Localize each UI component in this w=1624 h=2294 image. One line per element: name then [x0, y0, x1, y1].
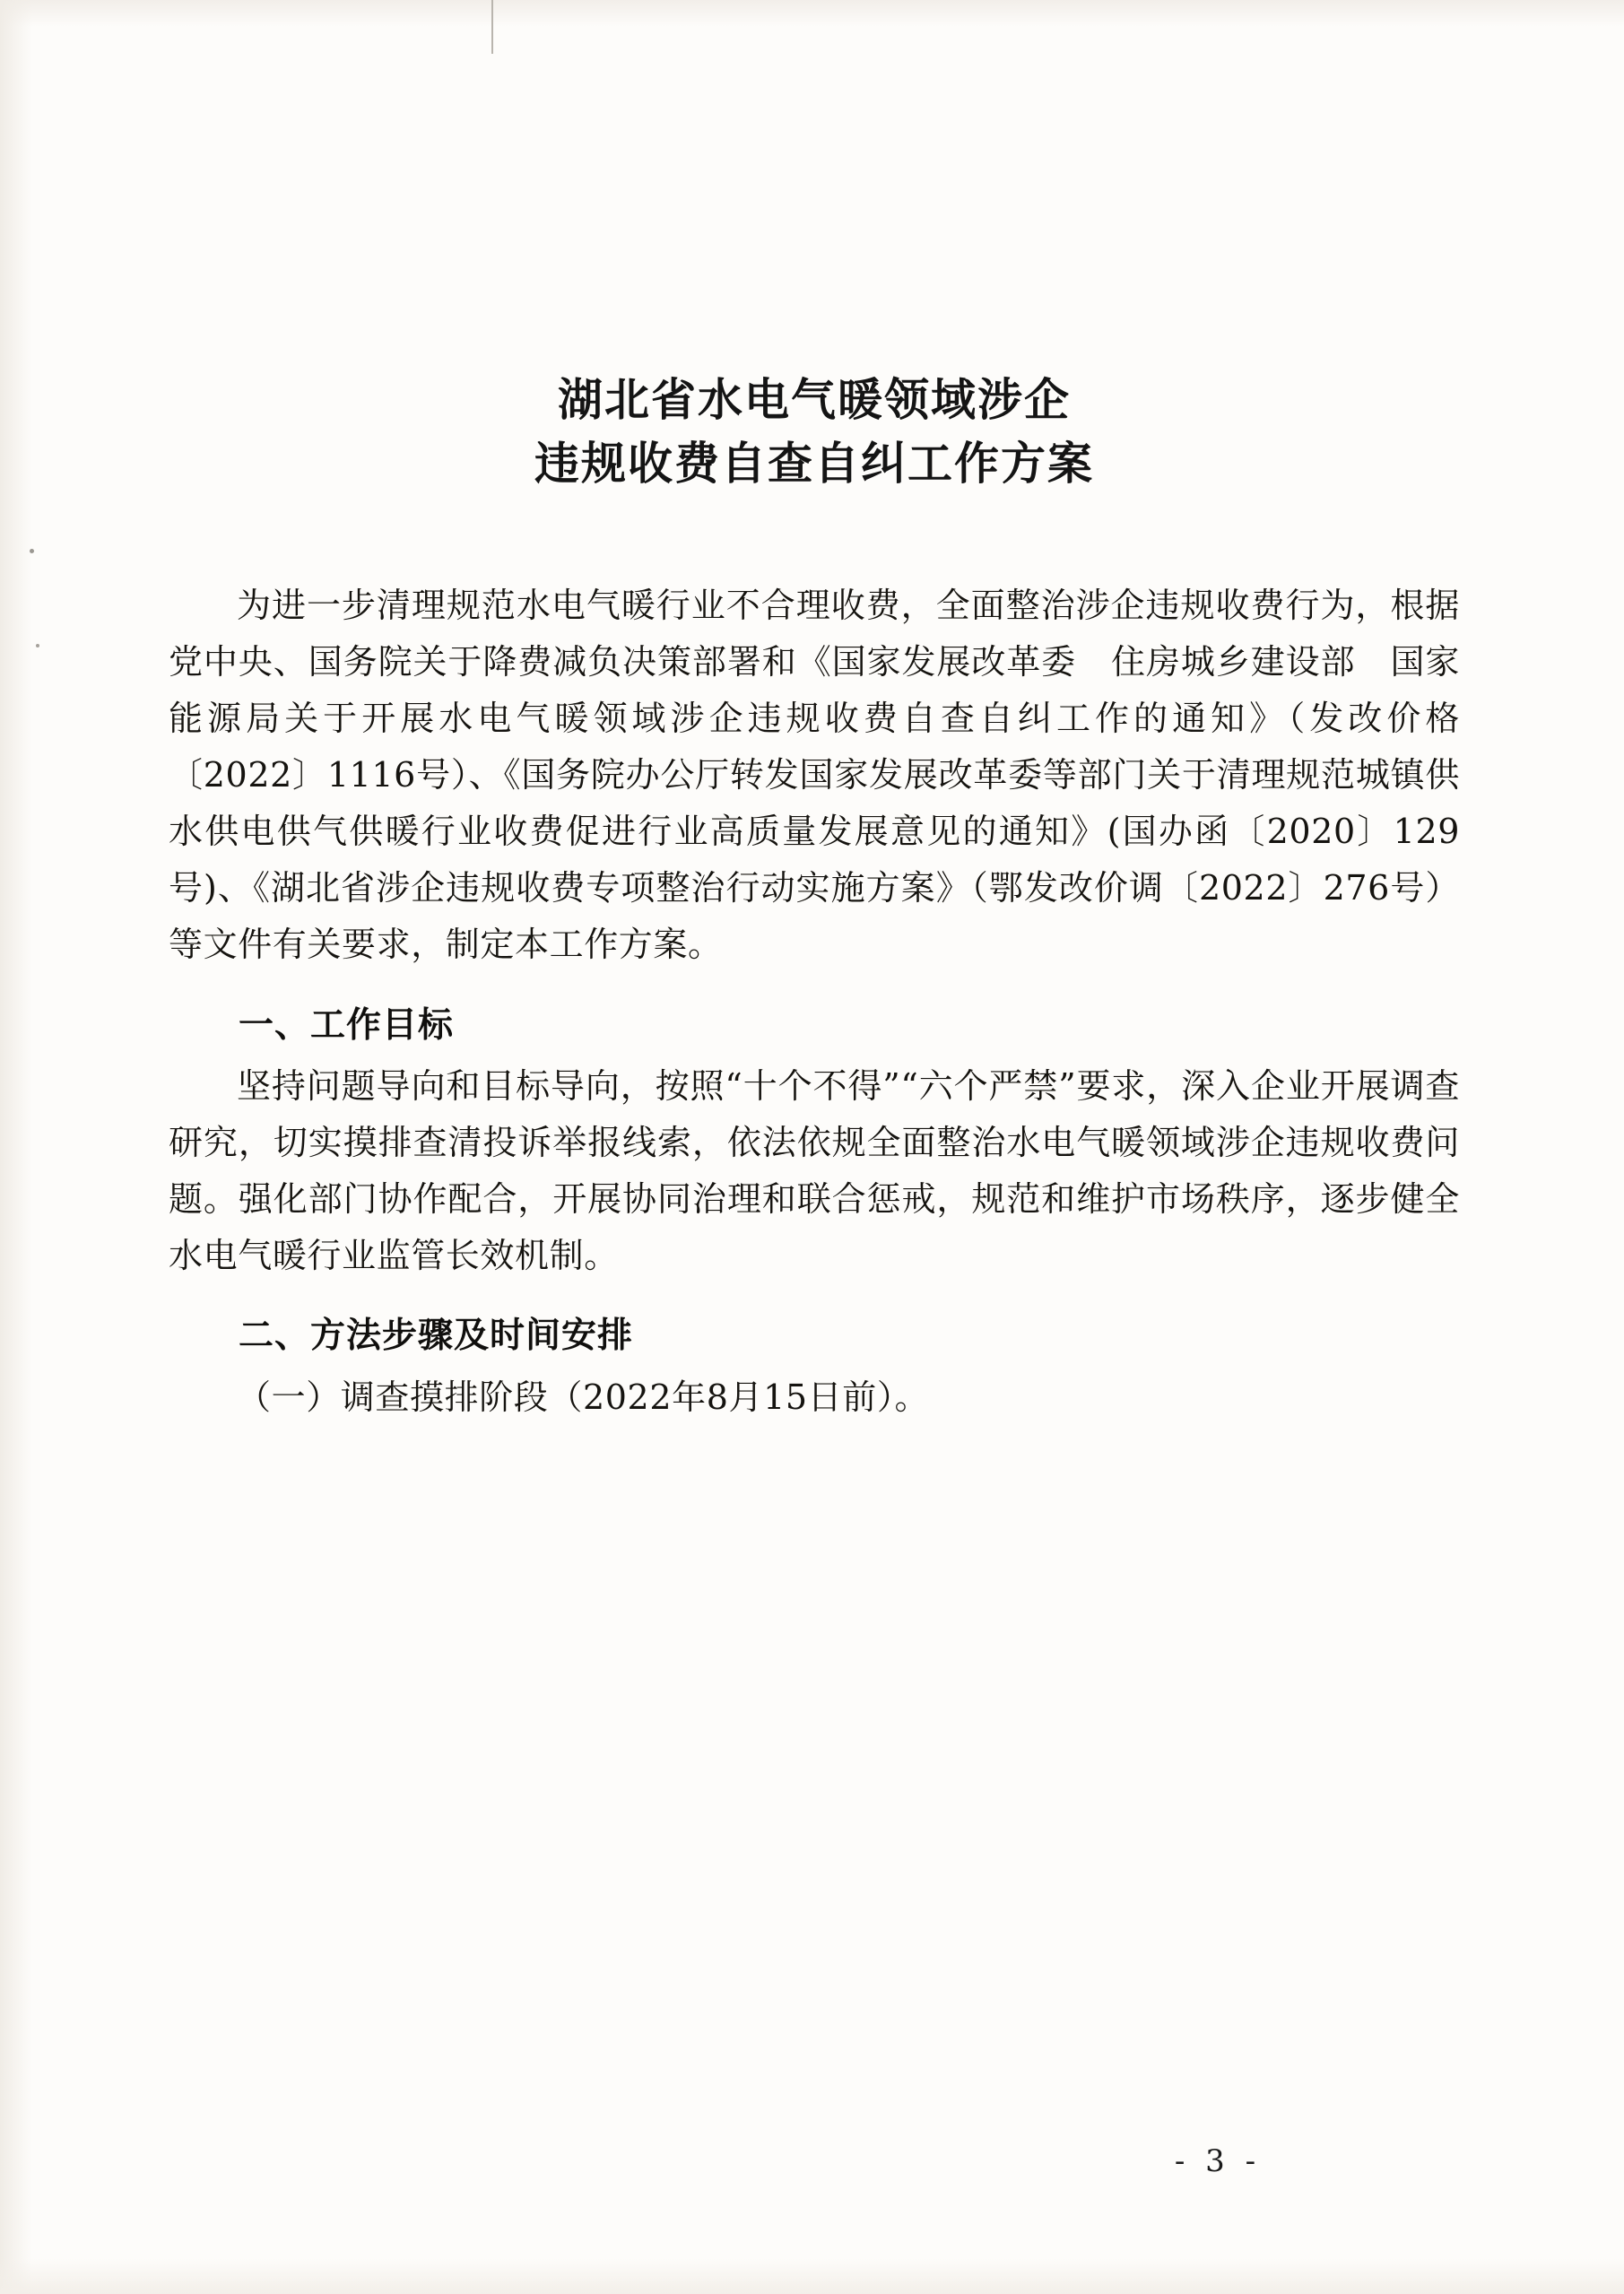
scan-speck-lower: [36, 644, 39, 647]
intro-paragraph: 为进一步清理规范水电气暖行业不合理收费，全面整治涉企违规收费行为，根据党中央、国务院关于降费减负决策部署和《国家发展改革委 住房城乡建设部 国家能源局关于开展水电气暖领域涉企违规收费自查自纠工作的通知》（发改价格〔2022〕1116号）、《国务院办公厅转发国家发展改革委等部门关于清理规范城镇供水供电供气供暖行业收费促进行业高质量发展意见的通知》(国办函〔2020〕129号)、《湖北省涉企违规收费专项整治行动实施方案》（鄂发改价调〔2022〕276号）等文件有关要求，制定本工作方案。: [169, 586, 1460, 965]
document-content: [169, 0, 1460, 2294]
scan-speck-upper: [30, 549, 34, 553]
section-body-1: 坚持问题导向和目标导向，按照“十个不得”“六个严禁”要求，深入企业开展调查研究，切实摸排查清投诉举报线索，依法依规全面整治水电气暖领域涉企违规收费问题。强化部门协作配合，开展协同治理和联合惩戒，规范和维护市场秩序，逐步健全水电气暖行业监管长效机制。: [169, 1065, 1460, 1276]
page-number: - 3 -: [1174, 2143, 1262, 2179]
section-heading-2: 二、方法步骤及时间安排: [239, 1315, 634, 1357]
page-title-line-2: 违规收费自查自纠工作方案: [534, 437, 1094, 490]
section-body-2: （一）调查摸排阶段（2022年8月15日前）。: [237, 1377, 930, 1417]
page-title: [169, 368, 1460, 495]
section-heading-1: 一、工作目标: [239, 1004, 455, 1046]
scan-edge-left: [0, 0, 32, 2294]
page-title-line-1: 湖北省水电气暖领域涉企: [558, 373, 1071, 426]
document-body: [169, 578, 1460, 1426]
